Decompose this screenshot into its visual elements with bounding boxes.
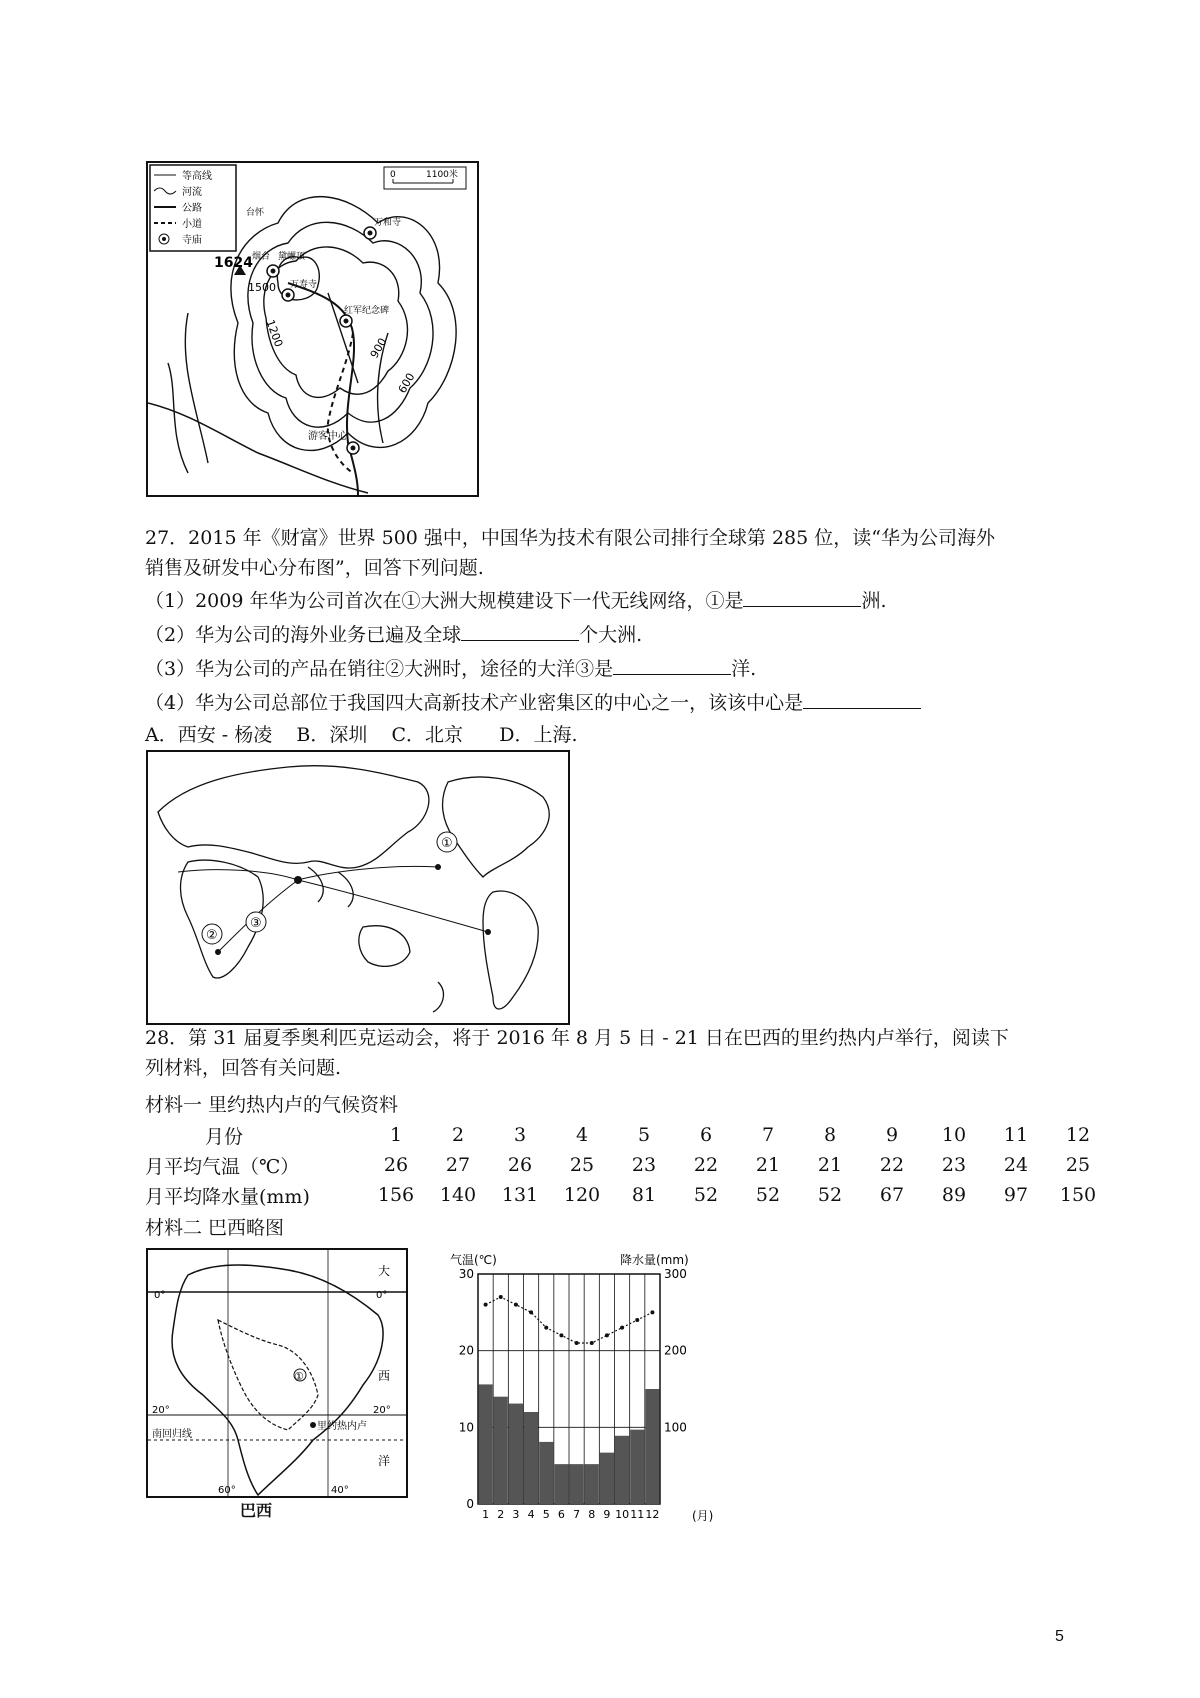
ocean-label-2: 西 xyxy=(378,1369,391,1383)
climate-row-months xyxy=(145,1120,1109,1150)
lon60-label: 60° xyxy=(218,1485,236,1496)
precip-cell: 81 xyxy=(631,1184,657,1206)
temp-point xyxy=(499,1295,503,1299)
sales-dot-icon xyxy=(435,864,441,870)
month-header: 月份 xyxy=(205,1125,244,1148)
temp-point xyxy=(590,1341,594,1345)
river-line xyxy=(148,403,368,493)
precip-cell: 150 xyxy=(1059,1184,1097,1206)
precip-bar xyxy=(585,1464,599,1504)
x-tick-label: 2 xyxy=(497,1508,505,1521)
q27-sub1 xyxy=(145,588,887,614)
precip-bar xyxy=(600,1453,614,1504)
x-tick-label: 7 xyxy=(573,1508,581,1521)
place-wanshousi: 万寿寺 xyxy=(290,280,318,290)
q27-answer-blank-3[interactable] xyxy=(613,656,731,675)
q27-sub3-text: （3）华为公司的产品在销往②大洲时，途径的大洋③是 xyxy=(145,658,614,680)
precip-cell: 140 xyxy=(439,1184,477,1206)
y-right-tick: 300 xyxy=(664,1267,687,1281)
y-left-tick: 0 xyxy=(466,1497,474,1511)
q27-sub1-text: （1）2009 年华为公司首次在①大洲大规模建设下一代无线网络，①是 xyxy=(145,590,744,612)
precip-label: 月平均降水量(mm) xyxy=(145,1185,310,1208)
month-cell: 11 xyxy=(1003,1124,1029,1146)
x-axis-unit: (月) xyxy=(692,1509,714,1523)
temp-point xyxy=(635,1318,639,1322)
precip-cell: 156 xyxy=(377,1184,415,1206)
y-right-tick: 200 xyxy=(664,1343,687,1358)
climate-row-precip xyxy=(145,1180,1109,1210)
temp-cell: 26 xyxy=(507,1154,533,1176)
mountain-contour-svg xyxy=(148,163,477,495)
ocean-label-1: 大 xyxy=(378,1264,391,1278)
q27-sub2 xyxy=(145,622,642,648)
sales-dot-icon xyxy=(485,929,491,935)
month-cell: 9 xyxy=(885,1124,899,1146)
place-hongjun: 红军纪念碑 xyxy=(344,306,390,316)
precip-cell: 67 xyxy=(879,1184,905,1206)
month-cell: 12 xyxy=(1065,1124,1091,1146)
precip-bar xyxy=(615,1436,629,1504)
sales-dot-icon xyxy=(215,949,221,955)
tropic-label: 南回归线 xyxy=(152,1429,192,1440)
scale-end: 1100米 xyxy=(426,170,458,180)
climate-row-temp xyxy=(145,1150,1109,1180)
scale-start: 0 xyxy=(390,170,396,180)
temp-cell: 26 xyxy=(383,1154,409,1176)
temp-cell: 22 xyxy=(879,1154,905,1176)
precip-bar xyxy=(539,1442,553,1504)
legend-temple: 寺庙 xyxy=(182,235,202,246)
sales-routes xyxy=(178,866,488,952)
continent-outlines xyxy=(158,766,549,1012)
south-america-outline xyxy=(172,1265,383,1495)
climate-table xyxy=(145,1120,1109,1210)
x-tick-label: 1 xyxy=(482,1508,490,1521)
marker-3: ③ xyxy=(250,916,262,931)
temp-cell: 25 xyxy=(1065,1154,1091,1176)
place-dailuoding: 黛螺顶 xyxy=(278,252,306,262)
month-cell: 3 xyxy=(513,1124,527,1146)
month-cell: 6 xyxy=(699,1124,713,1146)
world-map-svg xyxy=(148,752,568,1023)
equator-label-right: 0° xyxy=(376,1290,388,1301)
temp-cell: 23 xyxy=(941,1154,967,1176)
mountain-contour-map xyxy=(146,161,479,497)
material-1-title: 材料一 里约热内卢的气候资料 xyxy=(145,1094,399,1116)
precip-bar xyxy=(479,1384,493,1504)
place-visitor-center: 游客中心 xyxy=(308,431,348,442)
q27-stem-line2: 销售及研发中心分布图”，回答下列问题. xyxy=(145,557,484,579)
x-tick-label: 10 xyxy=(615,1508,630,1521)
temp-point xyxy=(620,1326,624,1330)
elev-1624: 1624 xyxy=(214,255,253,271)
legend-contour: 等高线 xyxy=(182,171,212,182)
precip-bar xyxy=(494,1397,508,1504)
x-tick-label: 9 xyxy=(603,1508,611,1521)
climate-chart xyxy=(450,1250,730,1530)
hq-dot-icon xyxy=(294,876,302,884)
brazil-map-caption: 巴西 xyxy=(240,1501,273,1520)
y-right-tick: 100 xyxy=(664,1420,687,1435)
month-cell: 8 xyxy=(823,1124,837,1146)
temp-cell: 27 xyxy=(445,1154,471,1176)
precip-bar xyxy=(524,1412,538,1504)
equator-label: 0° xyxy=(154,1290,166,1301)
x-tick-label: 11 xyxy=(630,1508,645,1521)
rio-label: 里约热内卢 xyxy=(317,1421,367,1432)
q27-sub1-suffix: 洲. xyxy=(861,590,887,612)
temp-cell: 24 xyxy=(1003,1154,1029,1176)
q27-stem-line1: 27．2015 年《财富》世界 500 强中，中国华为技术有限公司排行全球第 285 位，读“华为公司海外 xyxy=(145,527,995,549)
x-tick-label: 3 xyxy=(512,1508,520,1521)
world-map xyxy=(146,750,570,1025)
temp-point xyxy=(544,1326,548,1330)
place-yantai: 烟台 xyxy=(252,252,271,262)
q27-sub2-suffix: 个大洲. xyxy=(579,624,643,646)
y-right-label: 降水量(mm) xyxy=(620,1253,689,1267)
elev-900: 900 xyxy=(367,335,390,361)
precip-cell: 131 xyxy=(501,1184,539,1206)
elev-1500: 1500 xyxy=(248,281,276,294)
temp-point xyxy=(650,1310,654,1314)
place-wanhesi: 万和寺 xyxy=(374,218,402,228)
lon40-label: 40° xyxy=(331,1485,349,1496)
month-cell: 10 xyxy=(941,1124,967,1146)
x-tick-label: 5 xyxy=(542,1508,550,1521)
temp-point xyxy=(484,1303,488,1307)
q27-sub2-text: （2）华为公司的海外业务已遍及全球 xyxy=(145,624,462,646)
precip-bar xyxy=(570,1464,584,1504)
temp-point xyxy=(575,1341,579,1345)
q27-sub3-suffix: 洋. xyxy=(731,658,757,680)
precip-bar xyxy=(645,1389,659,1504)
precip-bar xyxy=(630,1430,644,1504)
q27-options: A．西安 - 杨凌 B．深圳 C．北京 D．上海. xyxy=(145,724,578,746)
elev-1200: 1200 xyxy=(263,317,286,349)
precip-cell: 52 xyxy=(693,1184,719,1206)
q28-stem-line2: 列材料，回答有关问题. xyxy=(145,1057,342,1079)
brazil-marker-1: ① xyxy=(294,1370,304,1383)
brazil-map xyxy=(146,1248,408,1498)
month-cell: 5 xyxy=(637,1124,651,1146)
marker-2: ② xyxy=(206,928,218,943)
legend-river: 河流 xyxy=(182,187,202,198)
legend-path: 小道 xyxy=(182,219,202,230)
precip-bar xyxy=(554,1464,568,1504)
marker-1: ① xyxy=(441,836,453,851)
temp-point xyxy=(605,1333,609,1337)
lat20-label-right: 20° xyxy=(373,1405,391,1416)
y-left-tick: 10 xyxy=(458,1420,474,1435)
q27-answer-blank-2[interactable] xyxy=(461,622,579,641)
q27-sub4 xyxy=(145,690,921,716)
x-tick-label: 8 xyxy=(588,1508,596,1521)
y-left-tick: 30 xyxy=(458,1267,474,1281)
precip-cell: 52 xyxy=(817,1184,843,1206)
temp-point xyxy=(514,1303,518,1307)
page-number: 5 xyxy=(1055,1628,1064,1645)
x-tick-label: 6 xyxy=(557,1508,565,1521)
precip-cell: 89 xyxy=(941,1184,967,1206)
q27-sub4-text: （4）华为公司总部位于我国四大高新技术产业密集区的中心之一，该该中心是 xyxy=(145,692,804,714)
y-left-label: 气温(℃) xyxy=(450,1253,497,1267)
temp-cell: 25 xyxy=(569,1154,595,1176)
y-left-tick: 20 xyxy=(458,1343,474,1358)
temp-point xyxy=(529,1310,533,1314)
place-taihuai: 台怀 xyxy=(246,208,265,218)
material-2-title: 材料二 巴西略图 xyxy=(145,1217,285,1239)
city-dot-icon xyxy=(310,1422,316,1428)
q28-stem-line1: 28．第 31 届夏季奥利匹克运动会，将于 2016 年 8 月 5 日 - 21 日在巴西的里约热内卢举行，阅读下 xyxy=(145,1027,1009,1049)
lat20-label: 20° xyxy=(152,1405,170,1416)
x-tick-label: 4 xyxy=(527,1508,535,1521)
temp-point xyxy=(559,1333,563,1337)
temp-cell: 21 xyxy=(817,1154,843,1176)
legend-road: 公路 xyxy=(182,203,202,214)
precip-cell: 120 xyxy=(563,1184,601,1206)
temp-label: 月平均气温（℃） xyxy=(145,1155,300,1178)
precip-cell: 52 xyxy=(755,1184,781,1206)
q27-sub3 xyxy=(145,656,756,682)
brazil-map-svg xyxy=(148,1250,406,1496)
month-cell: 4 xyxy=(575,1124,589,1146)
precip-cell: 97 xyxy=(1003,1184,1029,1206)
q27-answer-blank-1[interactable] xyxy=(743,588,861,607)
x-tick-label: 12 xyxy=(645,1508,660,1521)
elev-600: 600 xyxy=(395,370,418,396)
q27-answer-blank-4[interactable] xyxy=(803,690,921,709)
temp-cell: 21 xyxy=(755,1154,781,1176)
temp-cell: 22 xyxy=(693,1154,719,1176)
temp-cell: 23 xyxy=(631,1154,657,1176)
month-cell: 1 xyxy=(389,1124,403,1146)
month-cell: 2 xyxy=(451,1124,465,1146)
precip-bar xyxy=(509,1404,523,1504)
month-cell: 7 xyxy=(761,1124,775,1146)
ocean-label-3: 洋 xyxy=(378,1454,391,1468)
